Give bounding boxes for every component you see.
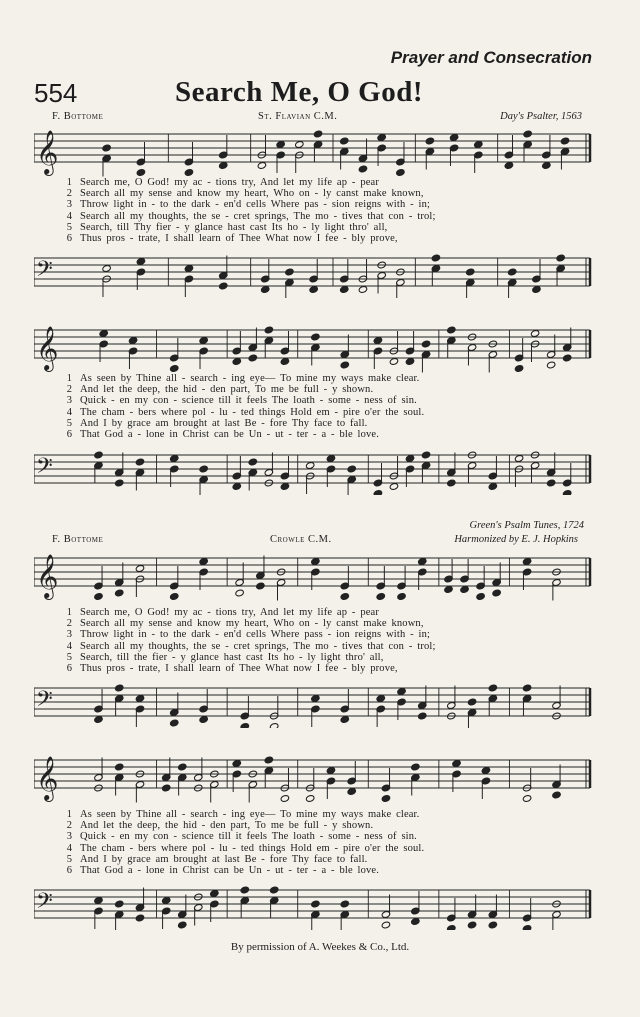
verse-text: Quick - en my con - science till it feels The loath - some - ness of sin. [80,831,417,843]
verse-number: 4 [66,640,72,652]
note-icon [269,886,278,918]
note-icon [562,463,571,495]
verse-number: 2 [66,618,72,630]
tune2-bass-staff-1 [34,678,592,728]
tune1-verses-1 [58,177,598,247]
note-icon [488,895,497,929]
note-icon [135,458,144,490]
note-icon [114,563,123,597]
tune1-source: Day's Psalter, 1563 [500,111,582,122]
note-icon [546,453,555,487]
note-icon [373,463,382,495]
verse-number: 4 [66,842,72,854]
note-icon [340,689,349,723]
note-icon [411,763,420,795]
verse-text: Throw light in - to the dark - en'd cells Where pass - ion reigns with - in; [80,629,431,641]
note-icon [467,698,476,728]
note-icon [199,689,208,723]
note-icon [248,458,257,490]
verse-text: Search all my sense and know my heart, Who on - ly canst make known, [80,618,424,630]
verse-text: Search all my sense and know my heart, Who on - ly canst make known, [80,188,424,200]
note-icon [347,761,356,795]
note-icon [396,142,405,176]
tune2-verses-1 [58,607,598,677]
note-icon [504,135,513,169]
verse-number: 5 [66,853,72,865]
note-icon [240,886,249,918]
tune1-bass-staff-1 [34,248,592,298]
note-icon [135,565,144,597]
verse-text: And I by grace am brought at last Be - fore Thy face to fall. [80,417,368,429]
note-icon [444,559,453,593]
verse-number: 1 [66,809,72,820]
note-icon [476,566,485,600]
note-icon [248,770,257,802]
note-icon [264,756,273,788]
note-icon [169,693,178,727]
note-icon [219,256,228,290]
verse-text: And let the deep, the hid - den part, To me be full - y shown. [80,820,374,832]
note-icon [210,890,219,922]
note-icon [264,453,273,487]
verse-number: 5 [66,221,72,233]
verse-text: Search me, O God! my ac - tions try, And let my life ap - pear [80,607,380,618]
note-icon [311,558,320,590]
note-icon [136,258,145,290]
tune2-author: F. Bottome [52,534,104,545]
note-icon [161,758,170,792]
verse-text: And let the deep, the hid - den part, To me be full - y shown. [80,384,374,396]
verse-text: Search, till Thy fier - y glance hast cast Its ho - ly light thro' all, [80,221,388,233]
note-icon [447,898,456,930]
note-icon [507,268,516,298]
treble-clef-icon: 𝄞 [36,130,59,174]
note-icon [135,695,144,727]
note-icon [194,893,203,925]
note-icon [94,689,103,723]
note-icon [546,335,555,369]
note-icon [210,770,219,802]
note-icon [235,563,244,597]
verse-text: The cham - bers where pol - lu - ted things Hold em - pire o'er the soul. [80,406,425,418]
note-icon [552,568,561,600]
tune1-name: St. Flavian C.M. [258,111,338,122]
note-icon [397,688,406,720]
note-icon [552,686,561,720]
note-icon [269,696,278,728]
note-icon [522,558,531,590]
verse-text: Thus pros - trate, I shall learn of Thee What now I fee - bly prove, [80,663,398,674]
note-icon [381,768,390,802]
verse-text: Thus pros - trate, I shall learn of Thee What now I fee - bly prove, [80,233,398,244]
verse-number: 6 [66,865,72,876]
note-icon [447,453,456,487]
note-icon [358,139,367,173]
bass-clef-icon: 𝄢 [36,257,53,287]
verse-number: 4 [66,210,72,222]
note-icon [280,331,289,365]
note-icon [488,684,497,716]
note-icon [447,686,456,720]
note-icon [449,134,458,166]
note-icon [466,268,475,298]
note-icon [488,340,497,372]
note-icon [256,556,265,590]
note-icon [425,137,434,169]
note-icon [530,451,539,483]
note-icon [421,340,430,372]
verse-number: 1 [66,177,72,188]
note-icon [467,895,476,929]
note-icon [248,328,257,362]
note-icon [514,338,523,372]
verse-number: 3 [66,831,72,843]
note-icon [184,265,193,297]
treble-clef-icon: 𝄞 [36,554,59,598]
note-icon [135,888,144,922]
note-icon [169,455,178,487]
verse-number: 3 [66,629,72,641]
note-icon [340,335,349,369]
note-icon [532,259,541,293]
verse-text: And I by grace am brought at last Be - fore Thy face to fall. [80,853,368,865]
note-icon [431,254,440,286]
verse-text: As seen by Thine all - search - ing eye— To mine my ways make clear. [80,373,420,384]
note-icon [311,900,320,930]
note-icon [285,268,294,298]
note-icon [377,134,386,166]
note-icon [232,331,241,365]
verse-text: Search all my thoughts, the se - cret springs, The mo - tives that con - trol; [80,640,436,652]
tune1-treble-staff-2 [34,320,592,380]
note-icon [481,767,490,799]
note-icon [389,456,398,490]
verse-text: That God a - lone in Christ can be Un - ut - ter - a - ble love. [80,429,379,440]
verse-number: 2 [66,188,72,200]
note-icon [418,558,427,590]
note-icon [114,453,123,487]
note-icon [305,462,314,494]
tune1-author: F. Bottome [52,111,104,122]
verse-number: 1 [66,607,72,618]
note-icon [358,259,367,293]
note-icon [184,142,193,176]
note-icon [560,137,569,169]
bass-clef-icon: 𝄢 [36,889,53,919]
note-icon [99,330,108,362]
tune1-verses-2 [58,373,598,443]
bass-clef-icon: 𝄢 [36,454,53,484]
verse-number: 5 [66,651,72,663]
note-icon [128,337,137,369]
note-icon [530,330,539,362]
note-icon [114,763,123,795]
note-icon [405,455,414,487]
note-icon [135,770,144,802]
note-icon [178,895,187,929]
note-icon [492,563,501,597]
note-icon [161,897,170,929]
note-icon [169,338,178,372]
note-icon [136,142,145,176]
note-icon [264,326,273,358]
note-icon [552,900,561,930]
note-icon [418,686,427,720]
note-icon [552,765,561,799]
tune2-treble-staff-1 [34,548,592,608]
note-icon [452,760,461,792]
note-icon [376,566,385,600]
verse-number: 3 [66,395,72,407]
note-icon [178,763,187,795]
note-icon [467,333,476,365]
note-icon [522,898,531,930]
verse-number: 6 [66,233,72,244]
note-icon [447,326,456,358]
verse-number: 4 [66,406,72,418]
verse-number: 2 [66,384,72,396]
note-icon [194,758,203,792]
note-icon [257,135,266,169]
verse-number: 2 [66,820,72,832]
verse-text: That God a - lone in Christ can be Un - ut - ter - a - ble love. [80,865,379,876]
hymn-title: Search Me, O God! [175,76,423,108]
note-icon [488,456,497,490]
note-icon [311,695,320,727]
tune2-source: Green's Psalm Tunes, 1724 [469,520,584,531]
note-icon [340,137,349,169]
verse-number: 5 [66,417,72,429]
note-icon [280,456,289,490]
note-icon [94,758,103,792]
tune2-harmonized: Harmonized by E. J. Hopkins [454,534,578,545]
note-icon [397,566,406,600]
note-icon [199,465,208,495]
hymn-number: 554 [34,78,78,108]
note-icon [467,451,476,483]
note-icon [347,465,356,495]
note-icon [199,337,208,369]
note-icon [542,135,551,169]
note-icon [326,767,335,799]
note-icon [340,566,349,600]
tune1-treble-staff-1 [34,124,592,184]
note-icon [219,135,228,169]
tune1-bass-staff-2 [34,445,592,495]
verse-text: The cham - bers where pol - lu - ted things Hold em - pire o'er the soul. [80,842,425,854]
note-icon [474,141,483,173]
note-icon [377,261,386,293]
note-icon [199,558,208,590]
note-icon [276,568,285,600]
verse-text: Quick - en my con - science till it feels The loath - some - ness of sin. [80,395,417,407]
note-icon [305,768,314,802]
note-icon [340,259,349,293]
note-icon [405,331,414,365]
note-icon [373,337,382,369]
treble-clef-icon: 𝄞 [36,326,59,370]
note-icon [313,130,322,162]
note-icon [460,559,469,593]
verse-text: As seen by Thine all - search - ing eye— To mine my ways make clear. [80,809,420,820]
verse-number: 6 [66,663,72,674]
note-icon [295,141,304,173]
verse-text: Throw light in - to the dark - en'd cells Where pas - sion reigns with - in; [80,199,431,211]
note-icon [232,456,241,490]
note-icon [556,254,565,286]
note-icon [280,768,289,802]
note-icon [240,696,249,728]
note-icon [311,333,320,365]
note-icon [514,455,523,487]
note-icon [114,900,123,930]
note-icon [260,259,269,293]
note-icon [522,768,531,802]
tune2-verses-2 [58,809,598,879]
note-icon [309,259,318,293]
note-icon [421,451,430,483]
note-icon [562,328,571,362]
note-icon [114,684,123,716]
tune2-treble-staff-2 [34,750,592,810]
note-icon [102,265,111,297]
note-icon [169,566,178,600]
tune2-name: Crowle C.M. [270,534,332,545]
verse-number: 1 [66,373,72,384]
tune2-bass-staff-2 [34,880,592,930]
note-icon [276,141,285,173]
note-icon [389,331,398,365]
section-title: Prayer and Consecration [390,48,592,67]
note-icon [94,451,103,483]
note-icon [523,130,532,162]
note-icon [411,891,420,925]
verse-number: 6 [66,429,72,440]
note-icon [232,760,241,792]
note-icon [326,455,335,487]
note-icon [381,895,390,929]
note-icon [94,566,103,600]
note-icon [94,897,103,929]
note-icon [396,268,405,298]
note-icon [376,695,385,727]
note-icon [522,684,531,716]
verse-text: Search, till the fier - y glance hast cast Its ho - ly light thro' all, [80,651,384,663]
bass-clef-icon: 𝄢 [36,687,53,717]
verse-text: Search all my thoughts, the se - cret springs, The mo - tives that con - trol; [80,210,436,222]
treble-clef-icon: 𝄞 [36,756,59,800]
verse-number: 3 [66,199,72,211]
note-icon [102,144,111,176]
permission-note: By permission of A. Weekes & Co., Ltd. [230,941,410,953]
note-icon [340,900,349,930]
verse-text: Search me, O God! my ac - tions try, And let my life ap - pear [80,177,380,188]
